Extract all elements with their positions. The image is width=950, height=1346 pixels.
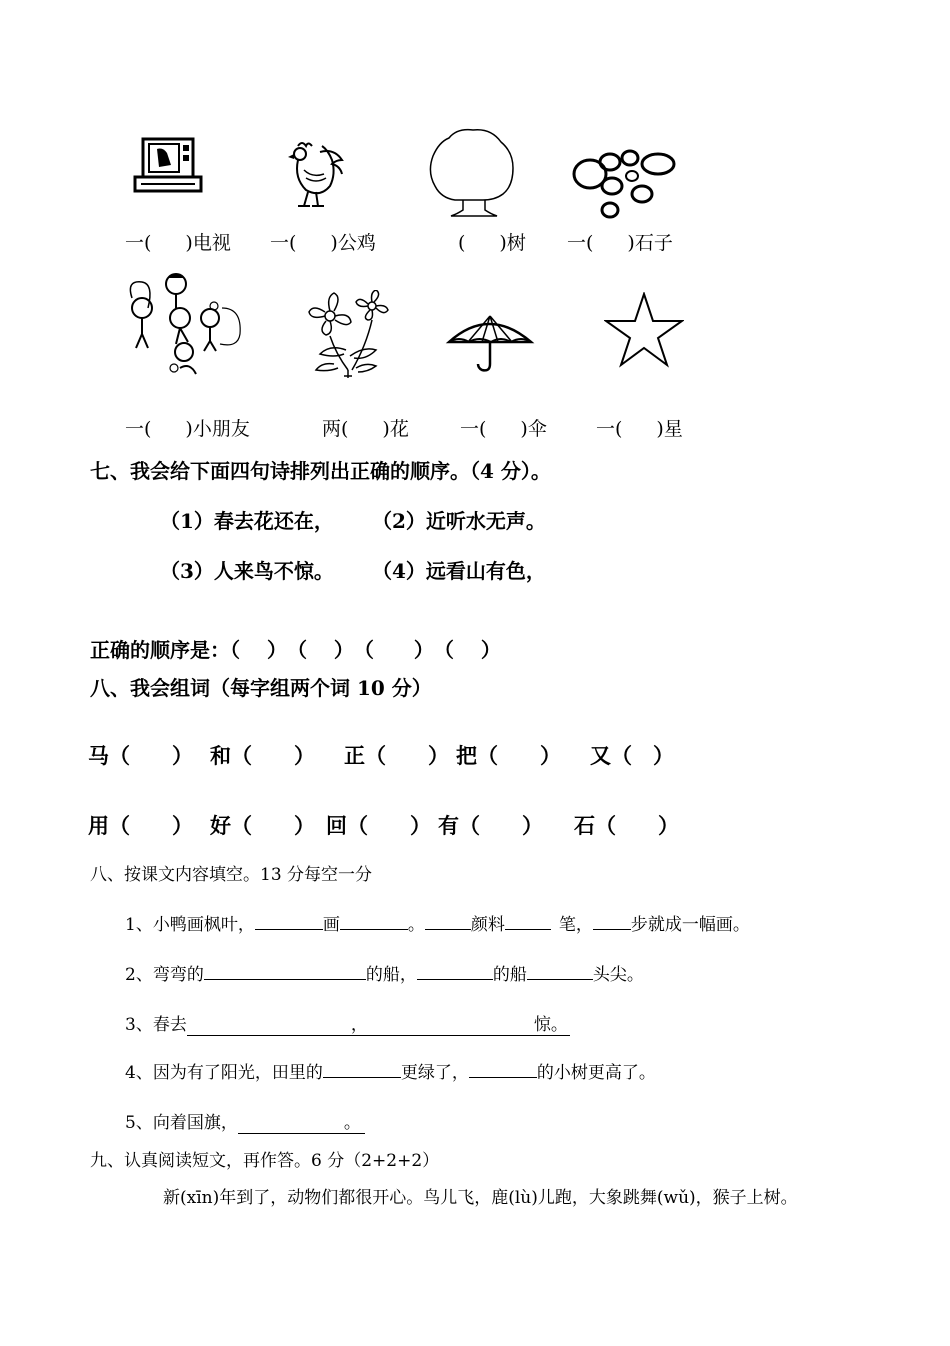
rooster-icon [280,140,348,212]
fill-blank[interactable] [417,961,493,980]
caption-star [596,414,683,441]
caption-prefix: ( [458,232,466,254]
children-icon [118,268,246,386]
word-item[interactable]: 用（ ） [88,813,193,838]
fill-blank[interactable] [593,911,631,930]
caption-stones [567,228,673,255]
fill-text: 3、春去 [125,1015,187,1035]
fill-text: 5、向着国旗， [125,1113,238,1133]
word-group-row-2 [88,810,679,840]
fill-text: 头尖。 [592,965,644,985]
word-item[interactable]: 又（ ） [590,743,674,768]
fill-blank[interactable] [425,911,471,930]
caption-suffix: )小朋友 [185,418,250,440]
caption-suffix: )电视 [185,232,231,254]
umbrella-icon [445,312,535,374]
caption-prefix: 一( [125,232,152,254]
caption-suffix: )星 [656,418,683,440]
caption-tv [125,228,231,255]
fill-blank[interactable] [505,911,551,930]
fill-blank[interactable] [323,1059,401,1078]
fill-text: 画 [322,915,340,935]
caption-prefix: 一( [270,232,297,254]
fill-line-4 [125,1058,656,1083]
fill-blank[interactable] [255,911,323,930]
poem-line-1: （1）春去花还在， [160,509,334,533]
poem-line-4: （4）远看山有色， [372,559,546,583]
caption-suffix: )花 [382,418,409,440]
fill-text: 2、弯弯的 [125,965,204,985]
word-item[interactable]: 和（ ） [210,743,315,768]
word-group-row-1 [88,740,674,770]
fill-text: 笔， [558,915,593,935]
poem-line-3: （3）人来鸟不惊。 [160,559,334,583]
caption-prefix: 两( [322,418,349,440]
tv-icon [133,135,205,195]
fill-text: 惊。 [533,1015,568,1035]
fill-text: 步就成一幅画。 [630,915,750,935]
section8b-title: 八、按课文内容填空。13 分每空一分 [90,865,373,885]
fill-text: ， [350,1015,368,1035]
caption-prefix: 一( [596,418,623,440]
fill-text: 。 [343,1113,361,1133]
fill-text: 4、因为有了阳光，田里的 [125,1063,323,1083]
caption-flower [322,414,409,441]
caption-suffix: )公鸡 [330,232,376,254]
stones-icon [570,148,678,224]
flower-icon [300,290,396,382]
caption-suffix: )石子 [627,232,673,254]
fill-text: 。 [407,915,425,935]
reading-passage: 新(xīn)年到了，动物们都很开心。鸟儿飞，鹿(lù)儿跑，大象跳舞(wǔ)，猴子上树。 [163,1188,798,1208]
caption-suffix: )伞 [520,418,547,440]
caption-umbrella [460,414,547,441]
tree-icon [425,128,525,220]
caption-suffix: )树 [499,232,526,254]
fill-line-3 [125,1010,570,1036]
word-item[interactable]: 正（ ） [344,743,449,768]
caption-prefix: 一( [567,232,594,254]
caption-tree [458,228,526,255]
fill-text: 1、小鸭画枫叶， [125,915,255,935]
word-item[interactable]: 回（ ） [326,813,431,838]
fill-text: 的船 [492,965,527,985]
word-item[interactable]: 石（ ） [574,813,679,838]
word-item[interactable]: 马（ ） [88,743,193,768]
fill-text: 的小树更高了。 [536,1063,656,1083]
fill-text: 更绿了， [400,1063,469,1083]
fill-line-2 [125,960,644,985]
fill-text: 颜料 [470,915,505,935]
fill-blank[interactable] [527,961,593,980]
star-icon [604,292,684,368]
word-item[interactable]: 有（ ） [438,813,543,838]
fill-line-1 [125,910,750,935]
caption-rooster [270,228,376,255]
section7-title: 七、我会给下面四句诗排列出正确的顺序。（4 分）。 [90,459,551,483]
section9-title: 九、认真阅读短文，再作答。6 分（2+2+2） [90,1151,440,1171]
fill-blank[interactable] [204,961,366,980]
poem-line-2: （2）近听水无声。 [372,509,546,533]
caption-prefix: 一( [460,418,487,440]
fill-blank[interactable] [469,1059,537,1078]
fill-blank[interactable] [340,911,408,930]
fill-line-5 [125,1108,365,1134]
word-item[interactable]: 把（ ） [456,743,561,768]
caption-children [125,414,250,441]
answer-order-line[interactable]: 正确的顺序是：（ ） （ ） （ ） （ ） [90,638,501,662]
fill-text: 的船， [365,965,417,985]
section8a-title: 八、我会组词（每字组两个词 10 分） [90,676,432,700]
word-item[interactable]: 好（ ） [210,813,315,838]
caption-prefix: 一( [125,418,152,440]
